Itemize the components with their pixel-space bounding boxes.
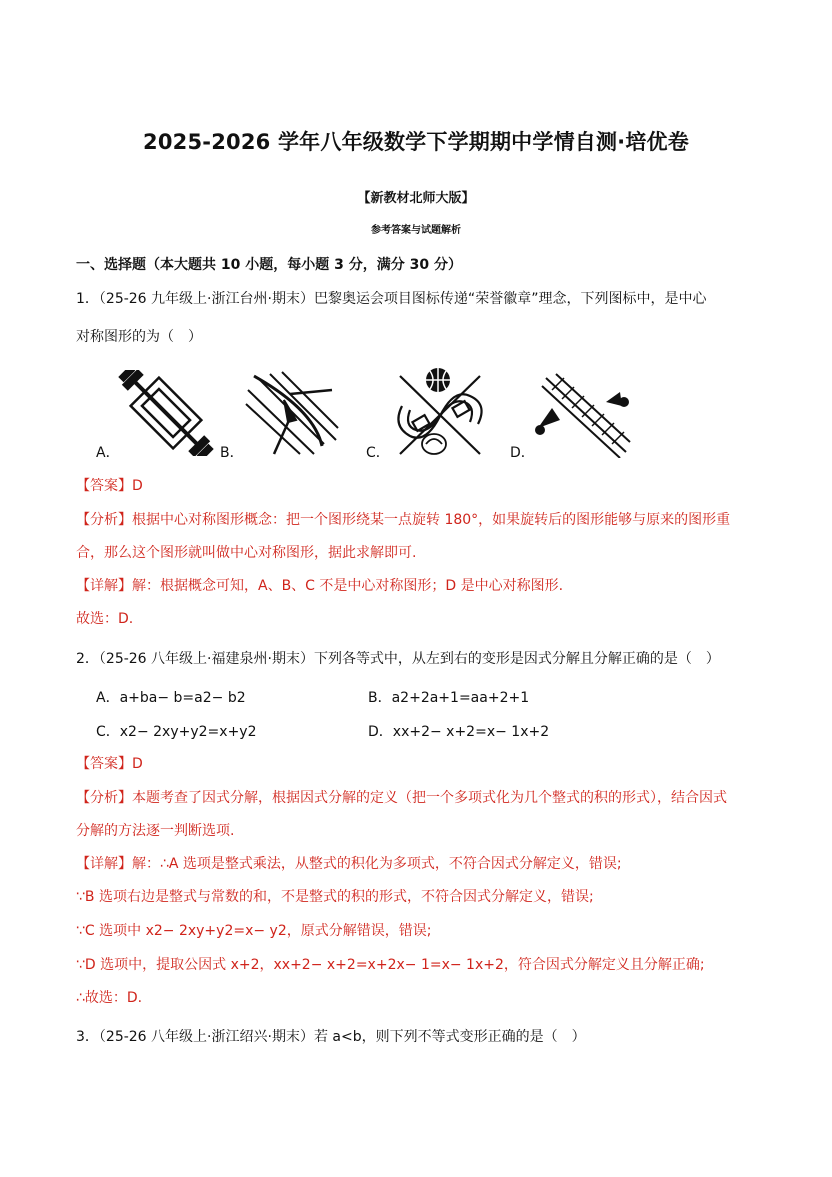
weightlifting-icon <box>118 370 214 456</box>
q1-figure-a-label: A． <box>96 445 120 461</box>
q1-figure-b-label: B． <box>220 445 244 461</box>
q2-analysis-line2: 分解的方法逐一判断选项. <box>76 823 235 839</box>
q2-detail-line2: ∵B 选项右边是整式与常数的和，不是整式的积的形式，不符合因式分解定义，错误; <box>76 889 594 905</box>
q2-stem: 2．（25-26 八年级上·福建泉州·期末）下列各等式中，从左到右的变形是因式分解且分解正确的是（ ） <box>76 651 720 667</box>
q1-detail: 【详解】解：根据概念可知，A、B、C 不是中心对称图形；D 是中心对称图形. <box>76 578 564 594</box>
q3-stem: 3．（25-26 八年级上·浙江绍兴·期末）若 a<b，则下列不等式变形正确的是（ ） <box>76 1029 586 1045</box>
q1-stem-line2: 对称图形的为（ ） <box>76 329 202 345</box>
q2-analysis-line1: 【分析】本题考查了因式分解，根据因式分解的定义（把一个多项式化为几个整式的积的形式），结合因式 <box>76 790 727 806</box>
subtitle: 参考答案与试题解析 <box>371 225 461 236</box>
section-heading: 一、选择题（本大题共 10 小题，每小题 3 分，满分 30 分） <box>76 257 462 273</box>
q1-analysis-line1: 【分析】根据中心对称图形概念：把一个图形绕某一点旋转 180°，如果旋转后的图形能够与原来的图形重 <box>76 512 731 528</box>
q2-detail-line5: ∴故选：D. <box>76 990 143 1006</box>
q1-analysis-line2: 合，那么这个图形就叫做中心对称图形，据此求解即可. <box>76 545 417 561</box>
q2-answer: 【答案】D <box>76 756 143 772</box>
basketball-court-icon <box>390 366 490 458</box>
badminton-icon <box>530 372 634 458</box>
q1-answer: 【答案】D <box>76 478 143 494</box>
q2-detail-line1: 【详解】解：∴A 选项是整式乘法，从整式的积化为多项式，不符合因式分解定义，错误; <box>76 856 622 872</box>
q1-choice: 故选：D. <box>76 611 134 627</box>
q1-figure-d-label: D． <box>510 445 535 461</box>
q2-detail-line4: ∵D 选项中，提取公因式 x+2，xx+2− x+2=x+2x− 1=x− 1x+2，符合因式分解定义且分解正确; <box>76 957 705 973</box>
q2-option-b: B．a2+2a+1=aa+2+1 <box>368 690 530 706</box>
page-title: 2025-2026 学年八年级数学下学期期中学情自测·培优卷 <box>143 130 689 154</box>
q2-detail-line3: ∵C 选项中 x2− 2xy+y2=x− y2，原式分解错误，错误; <box>76 923 432 939</box>
q2-option-d: D．xx+2− x+2=x− 1x+2 <box>368 724 550 740</box>
edition-label: 【新教材北师大版】 <box>357 191 475 206</box>
q2-option-c: C．x2− 2xy+y2=x+y2 <box>96 724 257 740</box>
q1-figure-c-label: C． <box>366 445 390 461</box>
q1-stem-line1: 1．（25-26 九年级上·浙江台州·期末）巴黎奥运会项目图标传递“荣誉徽章”理念，下列图标中，是中心 <box>76 291 707 307</box>
archery-icon <box>244 370 340 456</box>
q2-option-a: A．a+ba− b=a2− b2 <box>96 690 246 706</box>
